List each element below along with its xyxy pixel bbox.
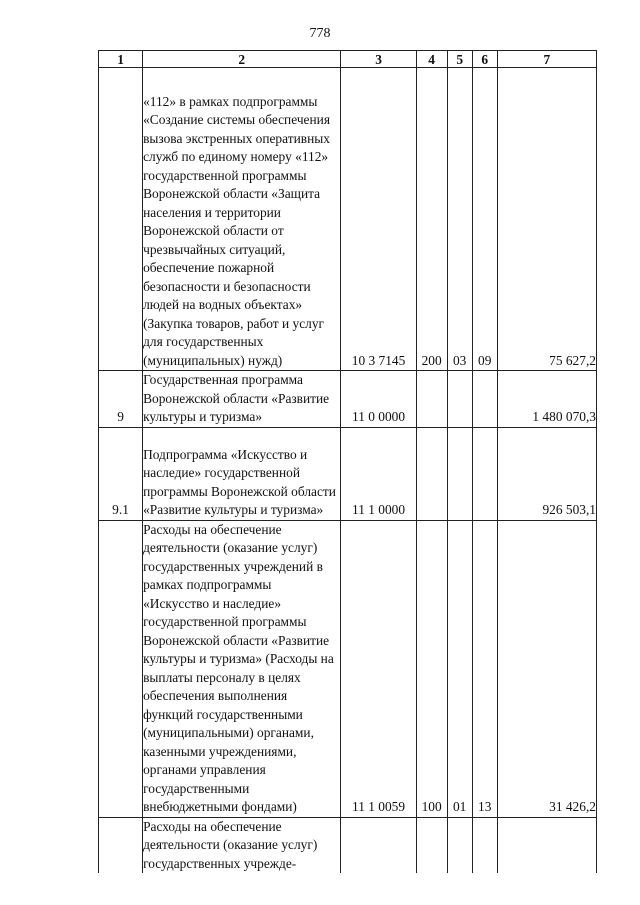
row-name: Расходы на обеспечение деятельности (оказание услуг) государственных учреждений в рамках подпрограммы «Искусство и наследие» государственной программы Воронежской области «Развитие культуры и туризма» (Расходы на выплаты персоналу в целях обеспечения выполнения функций государственными (муниципальными) органами, казенными учреждениями, органами управления государственными внебюджетными фондами) bbox=[143, 520, 341, 817]
table-row bbox=[99, 427, 597, 520]
row-col4 bbox=[416, 427, 447, 520]
header-cell: 2 bbox=[143, 51, 341, 68]
row-col6 bbox=[472, 427, 497, 520]
header-cell: 5 bbox=[447, 51, 472, 68]
budget-table bbox=[98, 50, 597, 873]
header-cell: 4 bbox=[416, 51, 447, 68]
row-sum: 31 426,2 bbox=[497, 520, 596, 817]
table-row bbox=[99, 520, 597, 817]
row-name: Подпрограмма «Искусство и наследие» государственной программы Воронежской области «Развитие культуры и туризма» bbox=[143, 427, 341, 520]
row-col6: 13 bbox=[472, 520, 497, 817]
row-number: 9.1 bbox=[99, 427, 143, 520]
row-sum: 1 480 070,3 bbox=[497, 371, 596, 428]
row-col5 bbox=[447, 427, 472, 520]
row-col4: 100 bbox=[416, 520, 447, 817]
row-code: 11 1 0000 bbox=[341, 427, 416, 520]
row-col4 bbox=[416, 817, 447, 873]
row-col6: 09 bbox=[472, 68, 497, 371]
table-row bbox=[99, 68, 597, 371]
row-col5 bbox=[447, 817, 472, 873]
row-number bbox=[99, 68, 143, 371]
header-cell: 1 bbox=[99, 51, 143, 68]
row-code bbox=[341, 817, 416, 873]
header-cell: 6 bbox=[472, 51, 497, 68]
row-number bbox=[99, 817, 143, 873]
row-name: Расходы на обеспечение деятельности (оказание услуг) государственных учрежде- bbox=[143, 817, 341, 873]
header-cell: 3 bbox=[341, 51, 416, 68]
table-row bbox=[99, 817, 597, 873]
row-col4: 200 bbox=[416, 68, 447, 371]
row-code: 10 3 7145 bbox=[341, 68, 416, 371]
header-row bbox=[99, 51, 597, 68]
row-name: «112» в рамках подпрограммы «Создание системы обеспечения вызова экстренных оперативных служб по единому номеру «112» государственной программы Воронежской области «Защита населения и территории Воронежской области от чрезвычайных ситуаций, обеспечение пожарной безопасности и безопасности людей на водных объектах» (Закупка товаров, работ и услуг для государственных (муниципальных) нужд) bbox=[143, 68, 341, 371]
header-cell: 7 bbox=[497, 51, 596, 68]
row-sum: 75 627,2 bbox=[497, 68, 596, 371]
row-col5: 03 bbox=[447, 68, 472, 371]
row-col5: 01 bbox=[447, 520, 472, 817]
row-sum: 926 503,1 bbox=[497, 427, 596, 520]
row-name: Государственная программа Воронежской области «Развитие культуры и туризма» bbox=[143, 371, 341, 428]
row-col6 bbox=[472, 371, 497, 428]
page-number: 778 bbox=[309, 26, 331, 41]
table-row bbox=[99, 371, 597, 428]
row-code: 11 0 0000 bbox=[341, 371, 416, 428]
row-code: 11 1 0059 bbox=[341, 520, 416, 817]
row-number: 9 bbox=[99, 371, 143, 428]
row-col6 bbox=[472, 817, 497, 873]
row-sum bbox=[497, 817, 596, 873]
row-number bbox=[99, 520, 143, 817]
row-col4 bbox=[416, 371, 447, 428]
row-col5 bbox=[447, 371, 472, 428]
